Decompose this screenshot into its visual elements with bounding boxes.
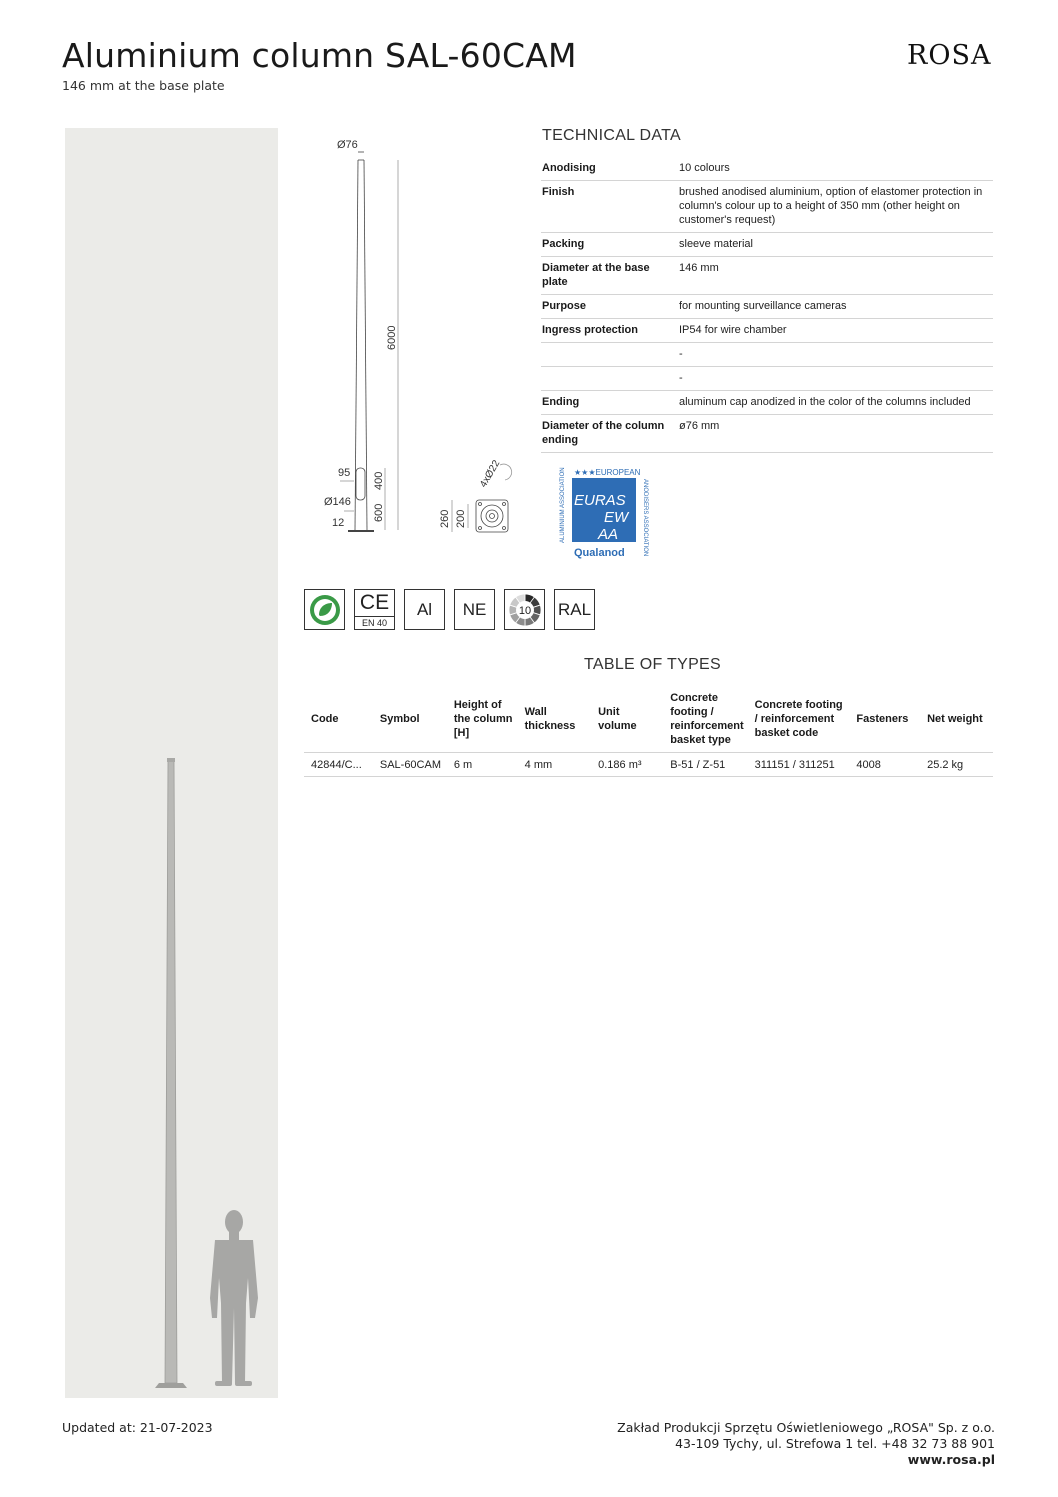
types-title: TABLE OF TYPES [584, 656, 721, 673]
technical-data-value: 146 mm [678, 257, 993, 295]
rosa-logo: ROSA [907, 40, 992, 71]
technical-data-label: Diameter of the column ending [541, 415, 678, 453]
company-website[interactable]: www.rosa.pl [907, 1452, 995, 1467]
types-cell: 25.2 kg [920, 753, 993, 777]
updated-date: Updated at: 21-07-2023 [62, 1420, 213, 1435]
technical-data-label: Anodising [541, 157, 678, 181]
eco-leaf-icon [304, 589, 345, 630]
technical-data-row [541, 181, 993, 233]
svg-text:12: 12 [332, 517, 345, 529]
technical-data-label [541, 343, 678, 367]
technical-data-value: aluminum cap anodized in the color of the columns included [678, 391, 993, 415]
types-header-cell: Wall thickness [518, 689, 591, 753]
ral-icon: RAL [554, 589, 595, 630]
human-silhouette [210, 1210, 258, 1386]
types-header-cell: Height of the column [H] [447, 689, 518, 753]
company-info [617, 1420, 995, 1468]
types-header-cell: Net weight [920, 689, 993, 753]
technical-data-label: Diameter at the base plate [541, 257, 678, 295]
product-photo-panel [65, 128, 278, 1398]
svg-text:Ø146: Ø146 [324, 496, 351, 508]
column-scale-image [65, 128, 278, 1398]
types-header-cell: Concrete footing / reinforcement basket code [748, 689, 850, 753]
colour-wheel-icon [504, 589, 545, 630]
svg-text:ALUMINIUM ASSOCIATION: ALUMINIUM ASSOCIATION [560, 467, 566, 543]
technical-data-row [541, 391, 993, 415]
types-header-cell: Code [304, 689, 373, 753]
svg-text:EURAS: EURAS [574, 492, 626, 509]
types-cell: 42844/C... [304, 753, 373, 777]
technical-data-row [541, 367, 993, 391]
company-name: Zakład Produkcji Sprzętu Oświetleniowego „ROSA" Sp. z o.o. [617, 1420, 995, 1435]
types-header-cell: Fasteners [849, 689, 920, 753]
types-row [304, 753, 993, 777]
technical-data-value: ø76 mm [678, 415, 993, 453]
technical-data-value: - [678, 343, 993, 367]
svg-text:6000: 6000 [386, 325, 398, 350]
technical-data-value: IP54 for wire chamber [678, 319, 993, 343]
technical-data-label: Purpose [541, 295, 678, 319]
technical-data-row [541, 257, 993, 295]
ce-en40-icon: CE EN 40 [354, 589, 395, 630]
company-address: 43-109 Tychy, ul. Strefowa 1 tel. +48 32 73 88 901 [675, 1436, 995, 1451]
types-cell: B-51 / Z-51 [663, 753, 747, 777]
svg-text:10: 10 [518, 604, 531, 617]
svg-text:★★★EUROPEAN: ★★★EUROPEAN [574, 468, 641, 477]
types-cell: 4008 [849, 753, 920, 777]
svg-text:ANODISERS ASSOCIATION: ANODISERS ASSOCIATION [642, 479, 648, 557]
types-header-cell: Symbol [373, 689, 447, 753]
svg-text:600: 600 [373, 503, 385, 522]
technical-data-value: - [678, 367, 993, 391]
technical-data-label: Ending [541, 391, 678, 415]
technical-data-value: brushed anodised aluminium, option of elastomer protection in column's colour up to a height of 350 mm (other height on customer's request) [678, 181, 993, 233]
types-cell: 6 m [447, 753, 518, 777]
types-table [304, 689, 993, 777]
technical-data-row [541, 295, 993, 319]
svg-text:4xØ22: 4xØ22 [478, 458, 503, 490]
svg-text:260: 260 [439, 509, 451, 528]
technical-drawing [300, 130, 540, 550]
svg-text:Ø76: Ø76 [337, 139, 358, 151]
aluminium-icon: Al [404, 589, 445, 630]
technical-data-table [541, 157, 993, 453]
svg-text:EW: EW [604, 509, 629, 526]
qualanod-certificate-logo [552, 465, 662, 560]
types-header-cell: Unit volume [591, 689, 663, 753]
technical-data-label: Ingress protection [541, 319, 678, 343]
svg-text:95: 95 [338, 467, 351, 479]
svg-text:AA: AA [598, 526, 619, 543]
ne-icon: NE [454, 589, 495, 630]
technical-data-label: Finish [541, 181, 678, 233]
technical-data-row [541, 157, 993, 181]
technical-data-label [541, 367, 678, 391]
technical-data-row [541, 233, 993, 257]
types-cell: SAL-60CAM [373, 753, 447, 777]
types-header-cell: Concrete footing / reinforcement basket type [663, 689, 747, 753]
page-title: Aluminium column SAL-60CAM [62, 36, 577, 75]
svg-text:400: 400 [373, 471, 385, 490]
technical-data-label: Packing [541, 233, 678, 257]
page-subtitle: 146 mm at the base plate [62, 78, 225, 93]
technical-data-row [541, 319, 993, 343]
technical-data-value: sleeve material [678, 233, 993, 257]
svg-text:Qualanod: Qualanod [574, 547, 625, 559]
types-cell: 4 mm [518, 753, 591, 777]
types-cell: 0.186 m³ [591, 753, 663, 777]
types-cell: 311151 / 311251 [748, 753, 850, 777]
technical-data-title: TECHNICAL DATA [542, 127, 682, 144]
technical-data-row [541, 415, 993, 453]
technical-data-value: 10 colours [678, 157, 993, 181]
svg-text:200: 200 [455, 509, 467, 528]
technical-data-value: for mounting surveillance cameras [678, 295, 993, 319]
technical-data-row [541, 343, 993, 367]
